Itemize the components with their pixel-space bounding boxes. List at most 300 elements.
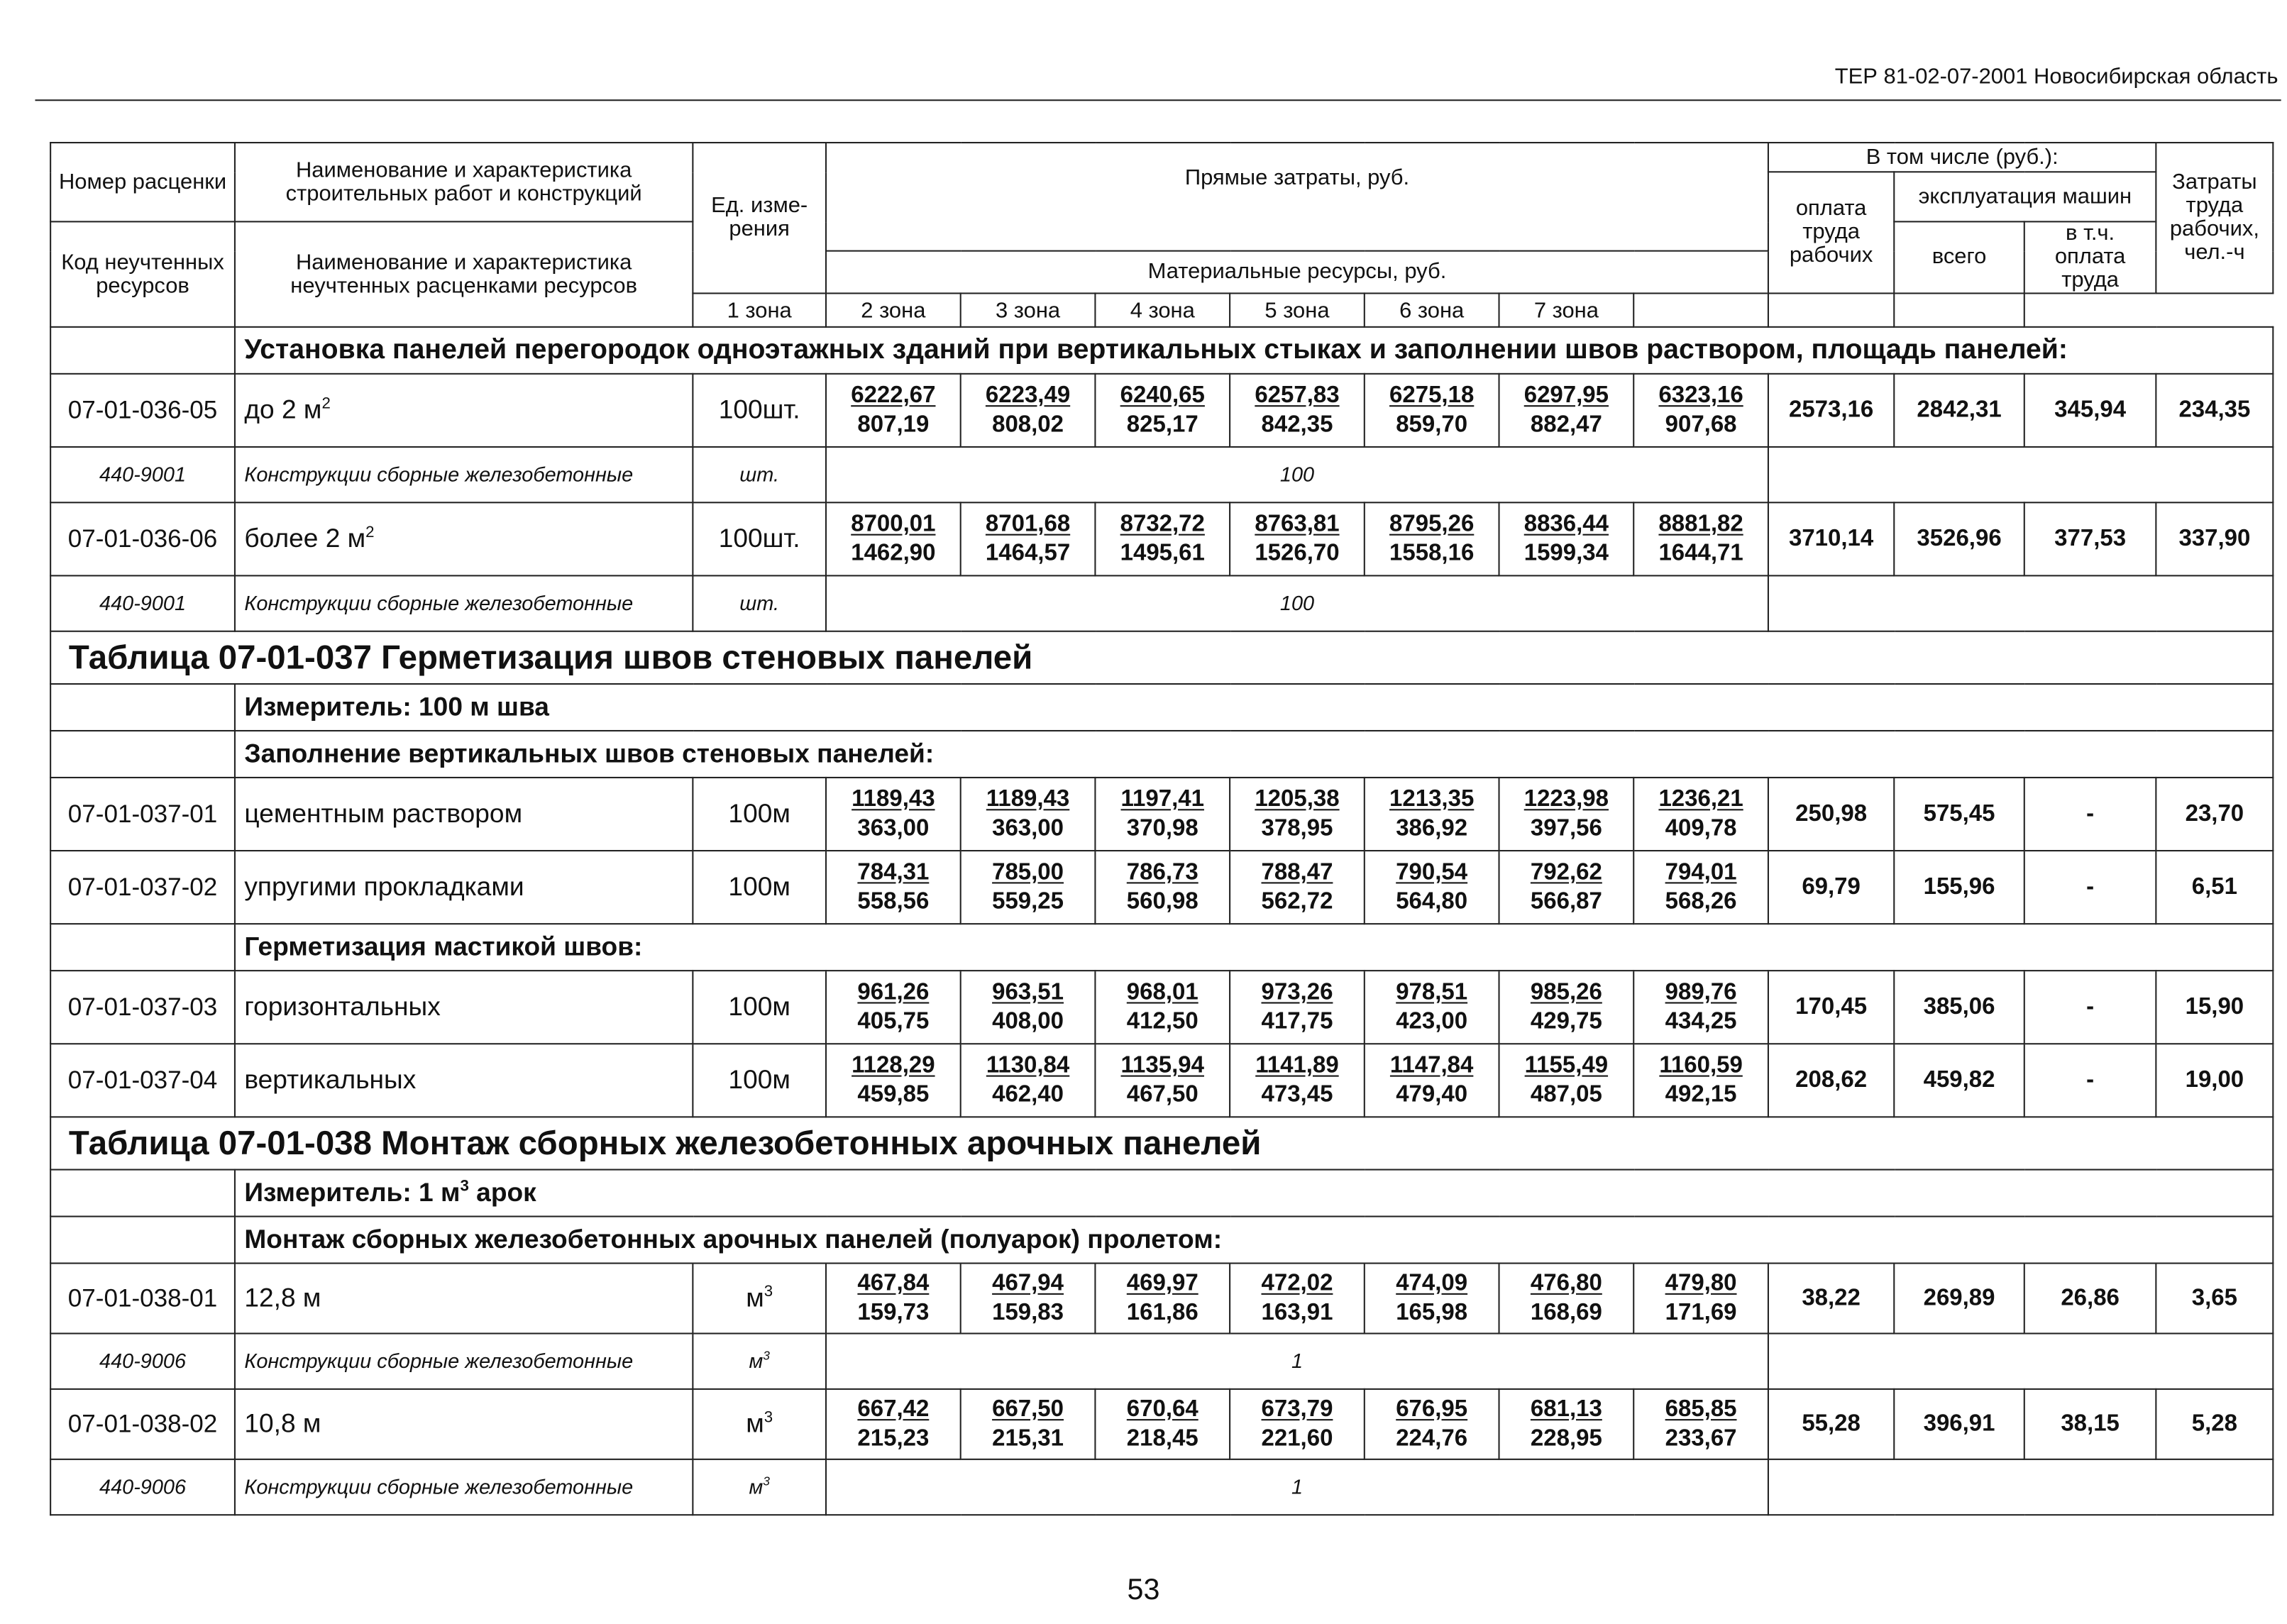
labor-pay-value: 250,98	[1768, 778, 1894, 851]
zone-direct-cost: 6240,65	[1120, 382, 1205, 408]
labor-cost-value: 23,70	[2156, 778, 2273, 851]
zone-direct-cost: 1223,98	[1523, 786, 1609, 812]
zone-direct-cost: 469,97	[1126, 1270, 1198, 1296]
rate-name	[235, 971, 693, 1044]
zone-cost-cell	[1365, 851, 1499, 924]
machines-total-value: 575,45	[1894, 778, 2024, 851]
zone-direct-cost: 968,01	[1126, 979, 1198, 1005]
zone-direct-cost: 8763,81	[1255, 511, 1340, 536]
machines-incl-value: 377,53	[2024, 502, 2156, 575]
table-38-measure-sup: 3	[460, 1177, 469, 1195]
zone-cost-cell	[1499, 502, 1634, 575]
rate-code: 07-01-038-02	[50, 1389, 235, 1459]
zone-direct-cost: 1189,43	[852, 786, 935, 812]
machines-total-value: 396,91	[1894, 1389, 2024, 1459]
zone-material-cost: 224,76	[1396, 1425, 1468, 1451]
zone-cost-cell	[1095, 851, 1230, 924]
resource-code: 440-9006	[50, 1334, 235, 1389]
rate-name	[235, 851, 693, 924]
rate-name-text: 12,8 м	[244, 1283, 321, 1313]
zone-direct-cost: 1236,21	[1658, 786, 1743, 812]
resource-qty: 100	[826, 447, 1768, 502]
resource-unit-sup: 3	[763, 1347, 770, 1363]
zone-cost-cell	[1365, 502, 1499, 575]
zone-direct-cost: 963,51	[992, 979, 1064, 1005]
rate-unit-text: м	[746, 1408, 764, 1438]
resource-unit	[693, 1459, 826, 1515]
zone-direct-cost: 6275,18	[1389, 382, 1475, 408]
zone-direct-cost: 788,47	[1261, 859, 1333, 885]
zone-material-cost: 163,91	[1261, 1300, 1333, 1325]
zone-direct-cost: 474,09	[1396, 1270, 1468, 1296]
table-title-row	[50, 631, 2273, 684]
zone-direct-cost: 479,80	[1665, 1270, 1737, 1296]
labor-pay-value: 170,45	[1768, 971, 1894, 1044]
zone-cost-cell	[826, 502, 961, 575]
resource-unit-text: м	[749, 1349, 764, 1373]
zone-direct-cost: 1213,35	[1389, 786, 1475, 812]
rate-row	[50, 778, 2273, 851]
resource-empty-cell	[1768, 447, 2273, 502]
zone-cost-cell	[1499, 778, 1634, 851]
zone-direct-cost: 8836,44	[1523, 511, 1609, 536]
zone-direct-cost: 667,50	[992, 1396, 1064, 1422]
rate-unit-sup: 3	[764, 1283, 773, 1301]
rate-unit	[693, 374, 826, 447]
zone-material-cost: 434,25	[1665, 1008, 1737, 1034]
zone-cost-cell	[961, 971, 1096, 1044]
zone-material-cost: 564,80	[1396, 888, 1468, 914]
zone-material-cost: 1462,90	[851, 540, 936, 565]
rate-unit-sup: 3	[764, 1408, 773, 1427]
machines-total-value: 155,96	[1894, 851, 2024, 924]
labor-pay-value: 3710,14	[1768, 502, 1894, 575]
zone-material-cost: 168,69	[1530, 1300, 1602, 1325]
subheader-row	[50, 684, 2273, 731]
zone-direct-cost: 961,26	[857, 979, 930, 1005]
zone-cost-cell	[961, 1389, 1096, 1459]
resource-code: 440-9001	[50, 575, 235, 631]
rate-name-text: до 2 м	[244, 394, 322, 424]
zone-cost-cell	[1230, 1044, 1365, 1117]
rate-name	[235, 1044, 693, 1117]
machines-incl-value: -	[2024, 1044, 2156, 1117]
zone-direct-cost: 786,73	[1126, 859, 1198, 885]
subheader-row	[50, 1170, 2273, 1217]
rate-code: 07-01-037-04	[50, 1044, 235, 1117]
zone-material-cost: 1599,34	[1523, 540, 1609, 565]
empty-code-cell	[50, 924, 235, 971]
zone-material-cost: 233,67	[1665, 1425, 1737, 1451]
table-37-subheader-1: Заполнение вертикальных швов стеновых панелей:	[235, 731, 2273, 778]
header-labor-pay: оплата труда рабочих	[1768, 172, 1894, 293]
resource-row	[50, 575, 2273, 631]
rate-unit	[693, 502, 826, 575]
zone-material-cost: 159,83	[992, 1300, 1064, 1325]
zone-cost-cell	[1230, 971, 1365, 1044]
rate-unit	[693, 851, 826, 924]
rate-code: 07-01-038-01	[50, 1264, 235, 1334]
zone-cost-cell	[1365, 374, 1499, 447]
zone-direct-cost: 8700,01	[851, 511, 936, 536]
rate-name	[235, 374, 693, 447]
resource-code: 440-9001	[50, 447, 235, 502]
labor-cost-value: 3,65	[2156, 1264, 2273, 1334]
header-zone-5: 5 зона	[1230, 293, 1365, 326]
zone-cost-cell	[1230, 851, 1365, 924]
labor-cost-value: 15,90	[2156, 971, 2273, 1044]
rate-unit-text: 100м	[728, 798, 790, 829]
price-table	[50, 142, 2274, 1515]
zone-material-cost: 473,45	[1261, 1081, 1333, 1107]
table-38-subheader-1: Монтаж сборных железобетонных арочных панелей (полуарок) пролетом:	[235, 1217, 2273, 1264]
labor-pay-value: 55,28	[1768, 1389, 1894, 1459]
zone-direct-cost: 792,62	[1530, 859, 1602, 885]
zone-cost-cell	[1230, 374, 1365, 447]
rate-name-sup: 2	[321, 394, 331, 413]
header-labor-cost: Затраты труда рабочих, чел.-ч	[2156, 143, 2273, 293]
table-37-subheader-2: Герметизация мастикой швов:	[235, 924, 2273, 971]
zone-direct-cost: 8795,26	[1389, 511, 1475, 536]
zone-material-cost: 228,95	[1530, 1425, 1602, 1451]
zone-material-cost: 363,00	[992, 815, 1064, 841]
rate-code: 07-01-037-03	[50, 971, 235, 1044]
zone-direct-cost: 978,51	[1396, 979, 1468, 1005]
zone-material-cost: 907,68	[1665, 411, 1737, 437]
subheader-row	[50, 1217, 2273, 1264]
machines-incl-value: -	[2024, 971, 2156, 1044]
zone-cost-cell	[1499, 971, 1634, 1044]
zone-cost-cell	[1095, 971, 1230, 1044]
header-machines-total: всего	[1894, 221, 2024, 293]
zone-cost-cell	[1633, 1264, 1768, 1334]
zone-direct-cost: 467,84	[857, 1270, 930, 1296]
zone-material-cost: 459,85	[857, 1081, 930, 1107]
zone-cost-cell	[1365, 1389, 1499, 1459]
zone-material-cost: 808,02	[992, 411, 1064, 437]
header-including: В том числе (руб.):	[1768, 143, 2156, 172]
zone-material-cost: 1558,16	[1389, 540, 1475, 565]
rate-name	[235, 502, 693, 575]
zone-cost-cell	[1230, 1264, 1365, 1334]
rate-unit-text: 100шт.	[718, 524, 800, 553]
rate-code: 07-01-036-05	[50, 374, 235, 447]
zone-material-cost: 462,40	[992, 1081, 1064, 1107]
zone-direct-cost: 8732,72	[1120, 511, 1205, 536]
zone-cost-cell	[1095, 1389, 1230, 1459]
zone-cost-cell	[961, 1044, 1096, 1117]
labor-cost-value: 5,28	[2156, 1389, 2273, 1459]
zone-direct-cost: 790,54	[1396, 859, 1468, 885]
resource-name: Конструкции сборные железобетонные	[235, 1459, 693, 1515]
resource-name: Конструкции сборные железобетонные	[235, 447, 693, 502]
rate-row	[50, 851, 2273, 924]
zone-cost-cell	[1499, 851, 1634, 924]
zone-cost-cell	[1499, 374, 1634, 447]
header-direct-costs	[826, 143, 1768, 251]
resource-empty-cell	[1768, 1459, 2273, 1515]
zone-material-cost: 568,26	[1665, 888, 1737, 914]
zone-cost-cell	[961, 778, 1096, 851]
running-header: ТЕР 81-02-07-2001 Новосибирская область	[1834, 64, 2278, 89]
zone-material-cost: 859,70	[1396, 411, 1468, 437]
zone-material-cost: 560,98	[1126, 888, 1198, 914]
zone-cost-cell	[1365, 1044, 1499, 1117]
zone-cost-cell	[1230, 778, 1365, 851]
rate-unit-text: 100м	[728, 1065, 790, 1095]
zone-direct-cost: 685,85	[1665, 1396, 1737, 1422]
resource-empty-cell	[1768, 575, 2273, 631]
zone-material-cost: 1644,71	[1658, 540, 1743, 565]
rate-row	[50, 374, 2273, 447]
zone-cost-cell	[1633, 778, 1768, 851]
rate-name-text: более 2 м	[244, 524, 366, 553]
rate-row	[50, 1264, 2273, 1334]
machines-total-value: 269,89	[1894, 1264, 2024, 1334]
zone-cost-cell	[1499, 1044, 1634, 1117]
zone-cost-cell	[1633, 374, 1768, 447]
zone-direct-cost: 472,02	[1261, 1270, 1333, 1296]
zone-material-cost: 429,75	[1530, 1008, 1602, 1034]
zone-cost-cell	[961, 851, 1096, 924]
empty-code-cell	[50, 327, 235, 374]
header-zone-4: 4 зона	[1095, 293, 1230, 326]
zone-material-cost: 487,05	[1530, 1081, 1602, 1107]
header-empty-cell	[1894, 293, 2024, 326]
resource-name: Конструкции сборные железобетонные	[235, 575, 693, 631]
section-title-row	[50, 327, 2273, 374]
header-resource-code: Код неучтенных ресурсов	[50, 221, 235, 326]
machines-total-value: 3526,96	[1894, 502, 2024, 575]
zone-cost-cell	[1365, 971, 1499, 1044]
zone-cost-cell	[1365, 1264, 1499, 1334]
zone-direct-cost: 673,79	[1261, 1396, 1333, 1422]
rate-unit-text: 100м	[728, 992, 790, 1022]
labor-pay-value: 38,22	[1768, 1264, 1894, 1334]
zone-cost-cell	[1095, 778, 1230, 851]
zone-material-cost: 412,50	[1126, 1008, 1198, 1034]
zone-direct-cost: 1135,94	[1120, 1052, 1204, 1078]
rate-row	[50, 971, 2273, 1044]
machines-incl-value: -	[2024, 851, 2156, 924]
zone-material-cost: 386,92	[1396, 815, 1468, 841]
zone-material-cost: 1495,61	[1120, 540, 1205, 565]
header-zone-2: 2 зона	[826, 293, 961, 326]
zone-material-cost: 1526,70	[1255, 540, 1340, 565]
rate-name	[235, 1389, 693, 1459]
empty-code-cell	[50, 684, 235, 731]
zone-cost-cell	[1499, 1264, 1634, 1334]
resource-qty: 100	[826, 575, 1768, 631]
zone-direct-cost: 785,00	[992, 859, 1064, 885]
header-machines: эксплуатация машин	[1894, 172, 2156, 221]
zone-material-cost: 566,87	[1530, 888, 1602, 914]
zone-cost-cell	[1095, 374, 1230, 447]
resource-row	[50, 1459, 2273, 1515]
zone-direct-cost: 985,26	[1530, 979, 1602, 1005]
rate-name	[235, 1264, 693, 1334]
zone-material-cost: 825,17	[1126, 411, 1198, 437]
resource-code: 440-9006	[50, 1459, 235, 1515]
subheader-row	[50, 924, 2273, 971]
zone-material-cost: 479,40	[1396, 1081, 1468, 1107]
zone-direct-cost: 794,01	[1665, 859, 1737, 885]
zone-cost-cell	[961, 1264, 1096, 1334]
zone-direct-cost: 6257,83	[1255, 382, 1340, 408]
zone-cost-cell	[1633, 851, 1768, 924]
table-title-row	[50, 1117, 2273, 1169]
machines-total-value: 385,06	[1894, 971, 2024, 1044]
header-zone-7: 7 зона	[1499, 293, 1634, 326]
labor-cost-value: 337,90	[2156, 502, 2273, 575]
zone-direct-cost: 467,94	[992, 1270, 1064, 1296]
zone-material-cost: 215,31	[992, 1425, 1064, 1451]
zone-material-cost: 1464,57	[985, 540, 1071, 565]
zone-direct-cost: 8881,82	[1658, 511, 1743, 536]
labor-cost-value: 19,00	[2156, 1044, 2273, 1117]
rate-code: 07-01-036-06	[50, 502, 235, 575]
header-work-name: Наименование и характеристика строительных работ и конструкций	[235, 143, 693, 221]
zone-direct-cost: 1205,38	[1255, 786, 1340, 812]
zone-direct-cost: 1128,29	[852, 1052, 935, 1078]
zone-material-cost: 363,00	[857, 815, 930, 841]
table-37-title: Таблица 07-01-037 Герметизация швов стеновых панелей	[50, 631, 2273, 684]
zone-direct-cost: 6323,16	[1658, 382, 1743, 408]
zone-cost-cell	[1633, 1389, 1768, 1459]
resource-unit	[693, 575, 826, 631]
rate-unit-text: м	[746, 1283, 764, 1313]
empty-code-cell	[50, 1217, 235, 1264]
zone-material-cost: 171,69	[1665, 1300, 1737, 1325]
zone-direct-cost: 784,31	[857, 859, 930, 885]
rate-name-text: цементным раствором	[244, 798, 523, 829]
header-empty-cell	[1633, 293, 1768, 326]
zone-material-cost: 807,19	[857, 411, 930, 437]
zone-material-cost: 378,95	[1261, 815, 1333, 841]
zone-direct-cost: 670,64	[1126, 1396, 1198, 1422]
zone-cost-cell	[826, 851, 961, 924]
zone-direct-cost: 989,76	[1665, 979, 1737, 1005]
zone-cost-cell	[826, 374, 961, 447]
rate-row	[50, 502, 2273, 575]
rate-row	[50, 1389, 2273, 1459]
zone-direct-cost: 681,13	[1530, 1396, 1602, 1422]
zone-direct-cost: 8701,68	[985, 511, 1071, 536]
table-38-measure	[235, 1170, 2273, 1217]
rate-code: 07-01-037-02	[50, 851, 235, 924]
rate-unit	[693, 971, 826, 1044]
table-38-title: Таблица 07-01-038 Монтаж сборных железобетонных арочных панелей	[50, 1117, 2273, 1169]
zone-material-cost: 218,45	[1126, 1425, 1198, 1451]
header-direct-costs-label: Прямые затраты, руб.	[1184, 165, 1410, 191]
zone-material-cost: 423,00	[1396, 1008, 1468, 1034]
zone-cost-cell	[1095, 502, 1230, 575]
zone-material-cost: 370,98	[1126, 815, 1198, 841]
resource-unit-sup: 3	[763, 1474, 770, 1488]
zone-cost-cell	[1230, 1389, 1365, 1459]
machines-incl-value: 345,94	[2024, 374, 2156, 447]
labor-cost-value: 234,35	[2156, 374, 2273, 447]
header-machines-incl: в т.ч. оплата труда	[2024, 221, 2156, 293]
zone-direct-cost: 1130,84	[986, 1052, 1070, 1078]
zone-direct-cost: 1160,59	[1659, 1052, 1743, 1078]
zone-cost-cell	[826, 1389, 961, 1459]
zone-material-cost: 417,75	[1261, 1008, 1333, 1034]
resource-qty: 1	[826, 1459, 1768, 1515]
zone-material-cost: 882,47	[1530, 411, 1602, 437]
machines-incl-value: 26,86	[2024, 1264, 2156, 1334]
resource-unit-text: м	[749, 1474, 764, 1498]
header-rule	[35, 99, 2281, 101]
header-unit: Ед. изме- рения	[693, 143, 826, 293]
labor-pay-value: 2573,16	[1768, 374, 1894, 447]
empty-code-cell	[50, 1170, 235, 1217]
machines-total-value: 459,82	[1894, 1044, 2024, 1117]
zone-material-cost: 492,15	[1665, 1081, 1737, 1107]
zone-material-cost: 405,75	[857, 1008, 930, 1034]
zone-direct-cost: 476,80	[1530, 1270, 1602, 1296]
header-rate-number: Номер расценки	[50, 143, 235, 221]
rate-name	[235, 778, 693, 851]
labor-pay-value: 69,79	[1768, 851, 1894, 924]
zone-direct-cost: 1189,43	[986, 786, 1070, 812]
rate-name-text: горизонтальных	[244, 992, 441, 1022]
rate-unit-text: 100шт.	[718, 394, 800, 424]
zone-cost-cell	[1365, 778, 1499, 851]
resource-empty-cell	[1768, 1334, 2273, 1389]
table-37-measure: Измеритель: 100 м шва	[235, 684, 2273, 731]
header-materials: Материальные ресурсы, руб.	[826, 251, 1768, 293]
zone-material-cost: 159,73	[857, 1300, 930, 1325]
header-zone-6: 6 зона	[1365, 293, 1499, 326]
rate-row	[50, 1044, 2273, 1117]
resource-row	[50, 1334, 2273, 1389]
zone-material-cost: 215,23	[857, 1425, 930, 1451]
zone-material-cost: 165,98	[1396, 1300, 1468, 1325]
zone-direct-cost: 1155,49	[1524, 1052, 1609, 1078]
zone-material-cost: 397,56	[1530, 815, 1602, 841]
labor-cost-value: 6,51	[2156, 851, 2273, 924]
zone-direct-cost: 1141,89	[1255, 1052, 1339, 1078]
rate-unit	[693, 1044, 826, 1117]
rate-name-text: упругими прокладками	[244, 871, 524, 902]
zone-direct-cost: 1197,41	[1120, 786, 1204, 812]
labor-pay-value: 208,62	[1768, 1044, 1894, 1117]
zone-cost-cell	[826, 1044, 961, 1117]
rate-unit	[693, 1264, 826, 1334]
table-38-measure-text: Измеритель: 1 м	[244, 1177, 461, 1208]
rate-unit	[693, 1389, 826, 1459]
zone-material-cost: 161,86	[1126, 1300, 1198, 1325]
zone-cost-cell	[1633, 971, 1768, 1044]
resource-unit-text: шт.	[739, 462, 780, 486]
zone-material-cost: 467,50	[1126, 1081, 1198, 1107]
rate-unit-text: 100м	[728, 871, 790, 902]
page-number: 53	[1127, 1574, 1160, 1607]
resource-unit	[693, 447, 826, 502]
zone-direct-cost: 973,26	[1261, 979, 1333, 1005]
rate-unit	[693, 778, 826, 851]
rate-code: 07-01-037-01	[50, 778, 235, 851]
zone-direct-cost: 667,42	[857, 1396, 930, 1422]
zone-cost-cell	[826, 1264, 961, 1334]
zone-cost-cell	[1230, 502, 1365, 575]
subheader-row	[50, 731, 2273, 778]
zone-cost-cell	[1095, 1264, 1230, 1334]
header-resource-name: Наименование и характеристика неучтенных расценками ресурсов	[235, 221, 693, 326]
zone-cost-cell	[826, 778, 961, 851]
rate-name-text: вертикальных	[244, 1065, 417, 1095]
